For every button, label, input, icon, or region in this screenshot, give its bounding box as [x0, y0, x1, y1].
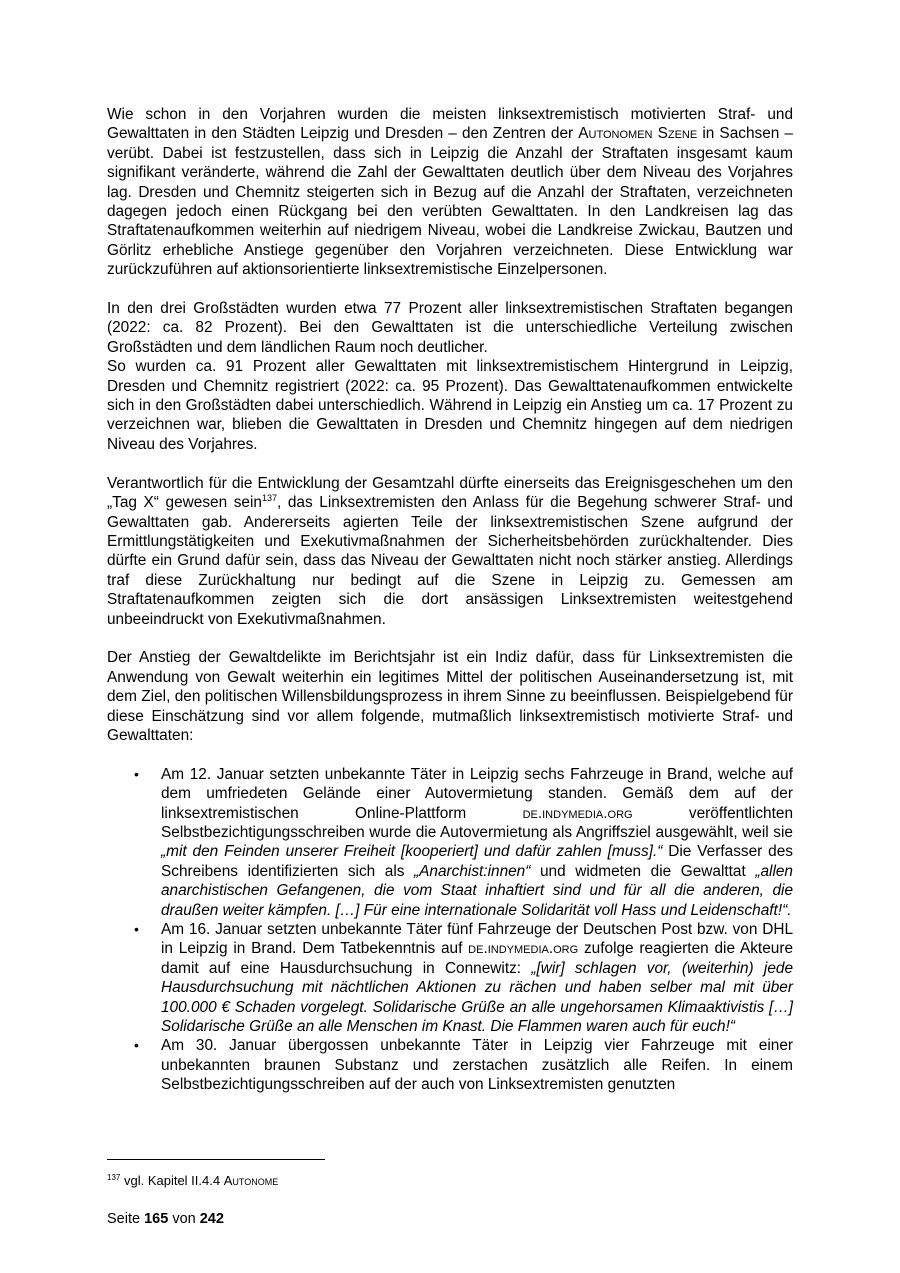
current-page: 165 [144, 1211, 169, 1227]
text-run: , das Linksextremisten den Anlass für die Begehung schwerer Straf- und Gewalttaten gab. Andererseits agierten Teile der linksextremistischen Szene aufgrund der Ermittlungstätigkeiten und Exekutivmaßnahmen der Sicherheitsbehörden zurückhaltender. Dies dürfte ein Grund dafür sein, dass das Niveau der Gewalttaten nicht noch stärker anstieg. Allerdings traf diese Zurückhaltung nur bedingt auf die Szene in Leipzig zu. Gemessen am Straftatenaufkommen zeigten sich die dort ansässigen Linksextremisten weitestgehend unbeeindruckt von Exekutivmaßnahmen. [107, 494, 793, 628]
text-run: Die Verfasser des Schreibens identifizierten sich als [161, 843, 793, 880]
bullet-icon: • [134, 921, 139, 937]
list-item [107, 765, 793, 920]
footnote-reference[interactable]: 137 [261, 493, 277, 504]
footnote-text: vgl. Kapitel II.4.4 [120, 1173, 224, 1188]
footnote-separator [107, 1159, 325, 1160]
paragraph-2: In den drei Großstädten wurden etwa 77 Prozent aller linksextremistischen Straftaten begangen (2022: ca. 82 Prozent). Bei den Gewalttaten ist die unterschiedliche Verteilung zwischen Großstädten und dem ländlichen Raum noch deutlicher. [107, 300, 793, 356]
quote: „[wir] schlagen vor, (weiterhin) jede Hausdurchsuchung mit nächtlichen Aktionen zu rächen und haben selber mal mit über 100.000 € Schaden vorgelegt. Solidarische Grüße an alle ungehorsamen Klimaaktivistis […] Solidarische Grüße an alle Menschen im Knast. Die Flammen waren auch für euch!“ [161, 959, 793, 1036]
page-number-prefix: Seite [107, 1211, 145, 1227]
text-run: in Sachsen – verübt. Dabei ist festzustellen, dass sich in Leipzig die Anzahl der Straftaten insgesamt kaum signifikant veränderte, während die Zahl der Gewalttaten deutlich über dem Niveau des Vorjahres lag. Dresden und Chemnitz steigerten sich in Bezug auf die Anzahl der Straftaten, verzeichneten dagegen jedoch einen Rückgang bei den verübten Gewalttaten. In den Landkreisen lag das Straftatenaufkommen weiterhin auf niedrigem Niveau, wobei die Landkreise Zwickau, Bautzen und Görlitz erhebliche Anstiege gegenüber den Vorjahren verzeichneten. Diese Entwicklung war zurückzuführen auf aktionsorientierte linksextremistische Einzelpersonen. [107, 125, 793, 279]
text-run: und widmeten die Gewalttat [530, 862, 756, 880]
list-item [107, 1036, 793, 1094]
bullet-icon: • [134, 765, 139, 782]
incident-list [107, 765, 793, 1095]
text-run: zufolge reagierten die Akteure damit auf eine Hausdurchsuchung in Connewitz: [161, 940, 793, 977]
text-run: Am 12. Januar setzten unbekannte Täter in Leipzig sechs Fahrzeuge in Brand, welche auf dem umfriedeten Gelände einer Autovermietung standen. Gemäß dem auf der linksextremistischen Online-Plattform [161, 765, 793, 822]
quote: „mit den Feinden unserer Freiheit [kooperiert] und dafür zahlen [muss].“ [161, 843, 663, 861]
total-pages: 242 [199, 1211, 224, 1227]
paragraph-3: So wurden ca. 91 Prozent aller Gewalttaten mit linksextremistischem Hintergrund in Leipzig, Dresden und Chemnitz registriert (2022: ca. 95 Prozent). Das Gewalttatenaufkommen entwickelte sich in den Großstädten dabei unterschiedlich. Während in Leipzig ein Anstieg um ca. 17 Prozent zu verzeichnen war, blieben die Gewalttaten in Dresden und Chemnitz hingegen auf dem niedrigen Niveau des Vorjahres. [107, 358, 793, 453]
page-number-separator: von [168, 1211, 200, 1227]
text-run: veröffentlichten Selbstbezichtigungsschreiben wurde die Autovermietung als Angriffsziel ausgewählt, weil sie [161, 804, 794, 841]
quote: „allen anarchistischen Gefangenen, die vom Staat inhaftiert sind und für all die anderen, die draußen weiter kämpfen. […] Für eine internationale Solidarität voll Hass und Leidenschaft!“. [161, 862, 793, 919]
paragraph-4 [107, 474, 793, 629]
footnote-term: Autonome [223, 1173, 279, 1188]
website-name: de.indymedia.org [522, 804, 633, 822]
footnote-number: 137 [107, 1173, 121, 1182]
text-run: Am 16. Januar setzten unbekannte Täter fünf Fahrzeuge der Deutschen Post bzw. von DHL in Leipzig in Brand. Dem Tatbekenntnis auf [161, 921, 793, 958]
body-text [107, 105, 793, 1095]
quote: „Anarchist:innen“ [414, 862, 531, 880]
website-name: de.indymedia.org [468, 940, 579, 958]
text-run: Wie schon in den Vorjahren wurden die meisten linksextremistisch motivierten Straf- und Gewalttaten in den Städten Leipzig und Dresden – den Zentren der [107, 106, 793, 143]
text-run: Verantwortlich für die Entwicklung der Gesamtzahl dürfte einerseits das Ereignisgeschehen um den „Tag X“ gewesen sein [107, 474, 793, 512]
footnote [107, 1170, 278, 1189]
small-caps-term: Autonomen Szene [578, 125, 698, 143]
page-number [107, 1211, 224, 1227]
text-run: Am 30. Januar übergossen unbekannte Täter in Leipzig vier Fahrzeuge mit einer unbekannten braunen Substanz und zerstachen zusätzlich alle Reifen. In einem Selbstbezichtigungsschreiben auf der auch von Linksextremisten genutzten [161, 1037, 793, 1094]
list-item [107, 920, 793, 1036]
bullet-icon: • [134, 1037, 139, 1054]
paragraph-5: Der Anstieg der Gewaltdelikte im Berichtsjahr ist ein Indiz dafür, dass für Linksextremisten die Anwendung von Gewalt weiterhin ein legitimes Mittel der politischen Auseinandersetzung ist, mit dem Ziel, den politischen Willensbildungsprozess in ihrem Sinne zu beeinflussen. Beispielgebend für diese Einschätzung sind vor allem folgende, mutmaßlich linksextremistisch motivierte Straf- und Gewalttaten: [107, 649, 793, 744]
paragraph-1 [107, 105, 793, 280]
